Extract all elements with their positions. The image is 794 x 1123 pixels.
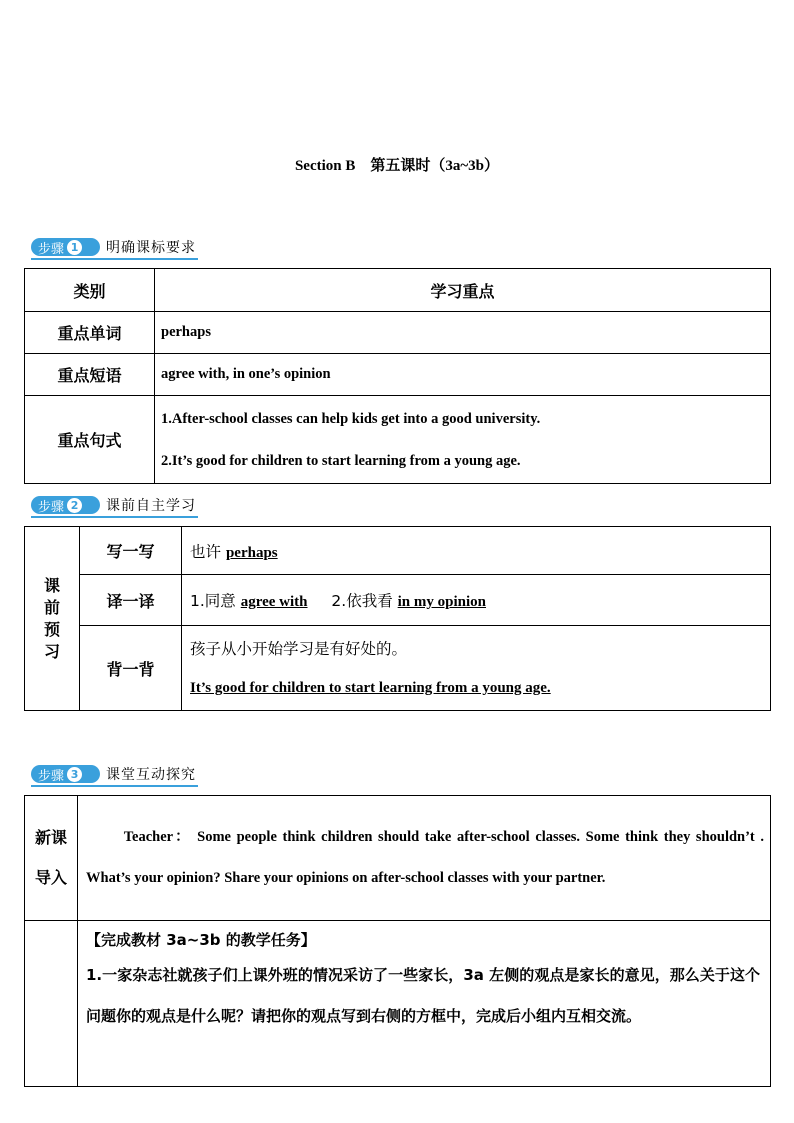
task-text: 1.一家杂志社就孩子们上课外班的情况采访了一些家长，3a 左侧的观点是家长的意见，那么关于这个问题你的观点是什么呢？请把你的观点写到右侧的方框中，完成后小组内互相交流。 — [86, 966, 760, 1025]
table-header-category: 类别 — [25, 269, 155, 312]
key-points-table — [24, 268, 771, 484]
step-underline — [31, 258, 198, 260]
row-category: 重点句式 — [25, 396, 155, 484]
prompt-text: 2.依我看 — [331, 592, 393, 610]
row-content: agree with, in one’s opinion — [155, 354, 771, 396]
intro-content — [78, 796, 771, 921]
step-1-badge — [31, 238, 100, 256]
step-3-heading — [31, 764, 196, 784]
sentence-2: 2.It’s good for children to start learning from a young age. — [161, 452, 521, 469]
step-2-badge — [31, 496, 100, 514]
intro-text: Teacher： Some people think children should take after-school classes. Some think they shouldn’t . What’s your opinion? Share your opinions on after-school classes with your partner. — [86, 828, 764, 886]
task-side-cell — [25, 921, 78, 1087]
table-row — [25, 312, 771, 354]
side-char: 习 — [43, 641, 60, 661]
task-content — [78, 921, 771, 1087]
step-tag: 步骤 — [38, 241, 65, 257]
step-tag: 步骤 — [38, 768, 65, 784]
prompt-text: 也许 — [190, 542, 222, 561]
page-title: Section B 第五课时（3a~3b） — [294, 158, 500, 174]
row-content — [182, 626, 771, 711]
step-number: 1 — [67, 240, 82, 255]
sentence-1: 1.After-school classes can help kids get into a good university. — [161, 410, 541, 427]
side-char: 前 — [43, 597, 60, 617]
prompt-text: 孩子从小开始学习是有好处的。 — [190, 640, 408, 658]
row-label: 译一译 — [80, 575, 182, 626]
step-number: 2 — [67, 498, 82, 513]
step-label: 明确课标要求 — [106, 240, 196, 256]
classroom-table — [24, 795, 771, 1087]
step-3-badge — [31, 765, 100, 783]
intro-label — [25, 796, 78, 921]
step-tag: 步骤 — [38, 499, 65, 515]
row-content — [155, 396, 771, 484]
label-line: 新课 — [34, 828, 67, 847]
row-content — [182, 527, 771, 575]
preview-table — [24, 526, 771, 711]
side-char: 课 — [43, 575, 60, 595]
row-label: 写一写 — [80, 527, 182, 575]
task-title: 【完成教材 3a~3b 的教学任务】 — [86, 931, 316, 949]
step-number: 3 — [67, 767, 82, 782]
step-2-heading — [31, 495, 196, 515]
row-category: 重点单词 — [25, 312, 155, 354]
label-line: 导入 — [34, 868, 67, 887]
table-header-focus: 学习重点 — [155, 269, 771, 312]
answer-text: in my opinion — [397, 594, 487, 610]
table-row — [25, 354, 771, 396]
step-underline — [31, 516, 198, 518]
side-char: 预 — [43, 619, 60, 639]
prompt-text: 1.同意 — [190, 592, 236, 610]
step-label: 课堂互动探究 — [106, 767, 196, 783]
answer-text: perhaps — [225, 544, 278, 561]
row-category: 重点短语 — [25, 354, 155, 396]
preview-side-label — [25, 527, 80, 711]
step-underline — [31, 785, 198, 787]
answer-text: It’s good for children to start learning from a young age. — [190, 680, 551, 696]
row-label: 背一背 — [80, 626, 182, 711]
step-1-heading — [31, 237, 196, 257]
row-content — [182, 575, 771, 626]
table-row — [25, 396, 771, 484]
step-label: 课前自主学习 — [106, 498, 196, 514]
answer-text: agree with — [240, 594, 308, 610]
row-content: perhaps — [155, 312, 771, 354]
